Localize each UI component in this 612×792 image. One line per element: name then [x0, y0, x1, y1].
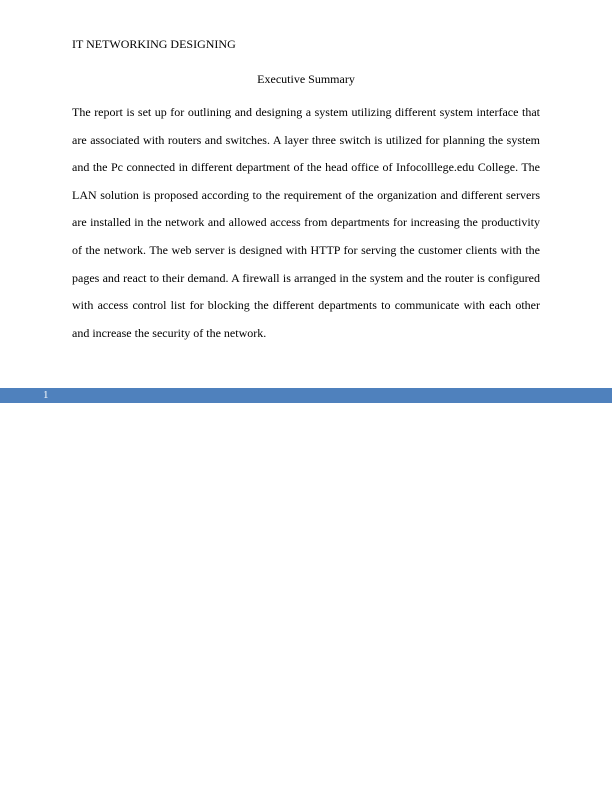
page-number: 1	[43, 389, 49, 401]
executive-summary-paragraph: The report is set up for outlining and designing a system utilizing different system interface that are associated with routers and switches. A layer three switch is utilized for planning the system and the Pc connected in different department of the head office of Infocolllege.edu College. The LAN solution is proposed according to the requirement of the organization and different servers are installed in the network and allowed access from departments for increasing the productivity of the network. The web server is designed with HTTP for serving the customer clients with the pages and react to their demand. A firewall is arranged in the system and the router is configured with access control list for blocking the different departments to communicate with each other and increase the security of the network.	[72, 105, 540, 340]
running-header: IT NETWORKING DESIGNING	[72, 37, 236, 51]
section-title: Executive Summary	[257, 72, 355, 86]
footer-band	[0, 388, 612, 403]
